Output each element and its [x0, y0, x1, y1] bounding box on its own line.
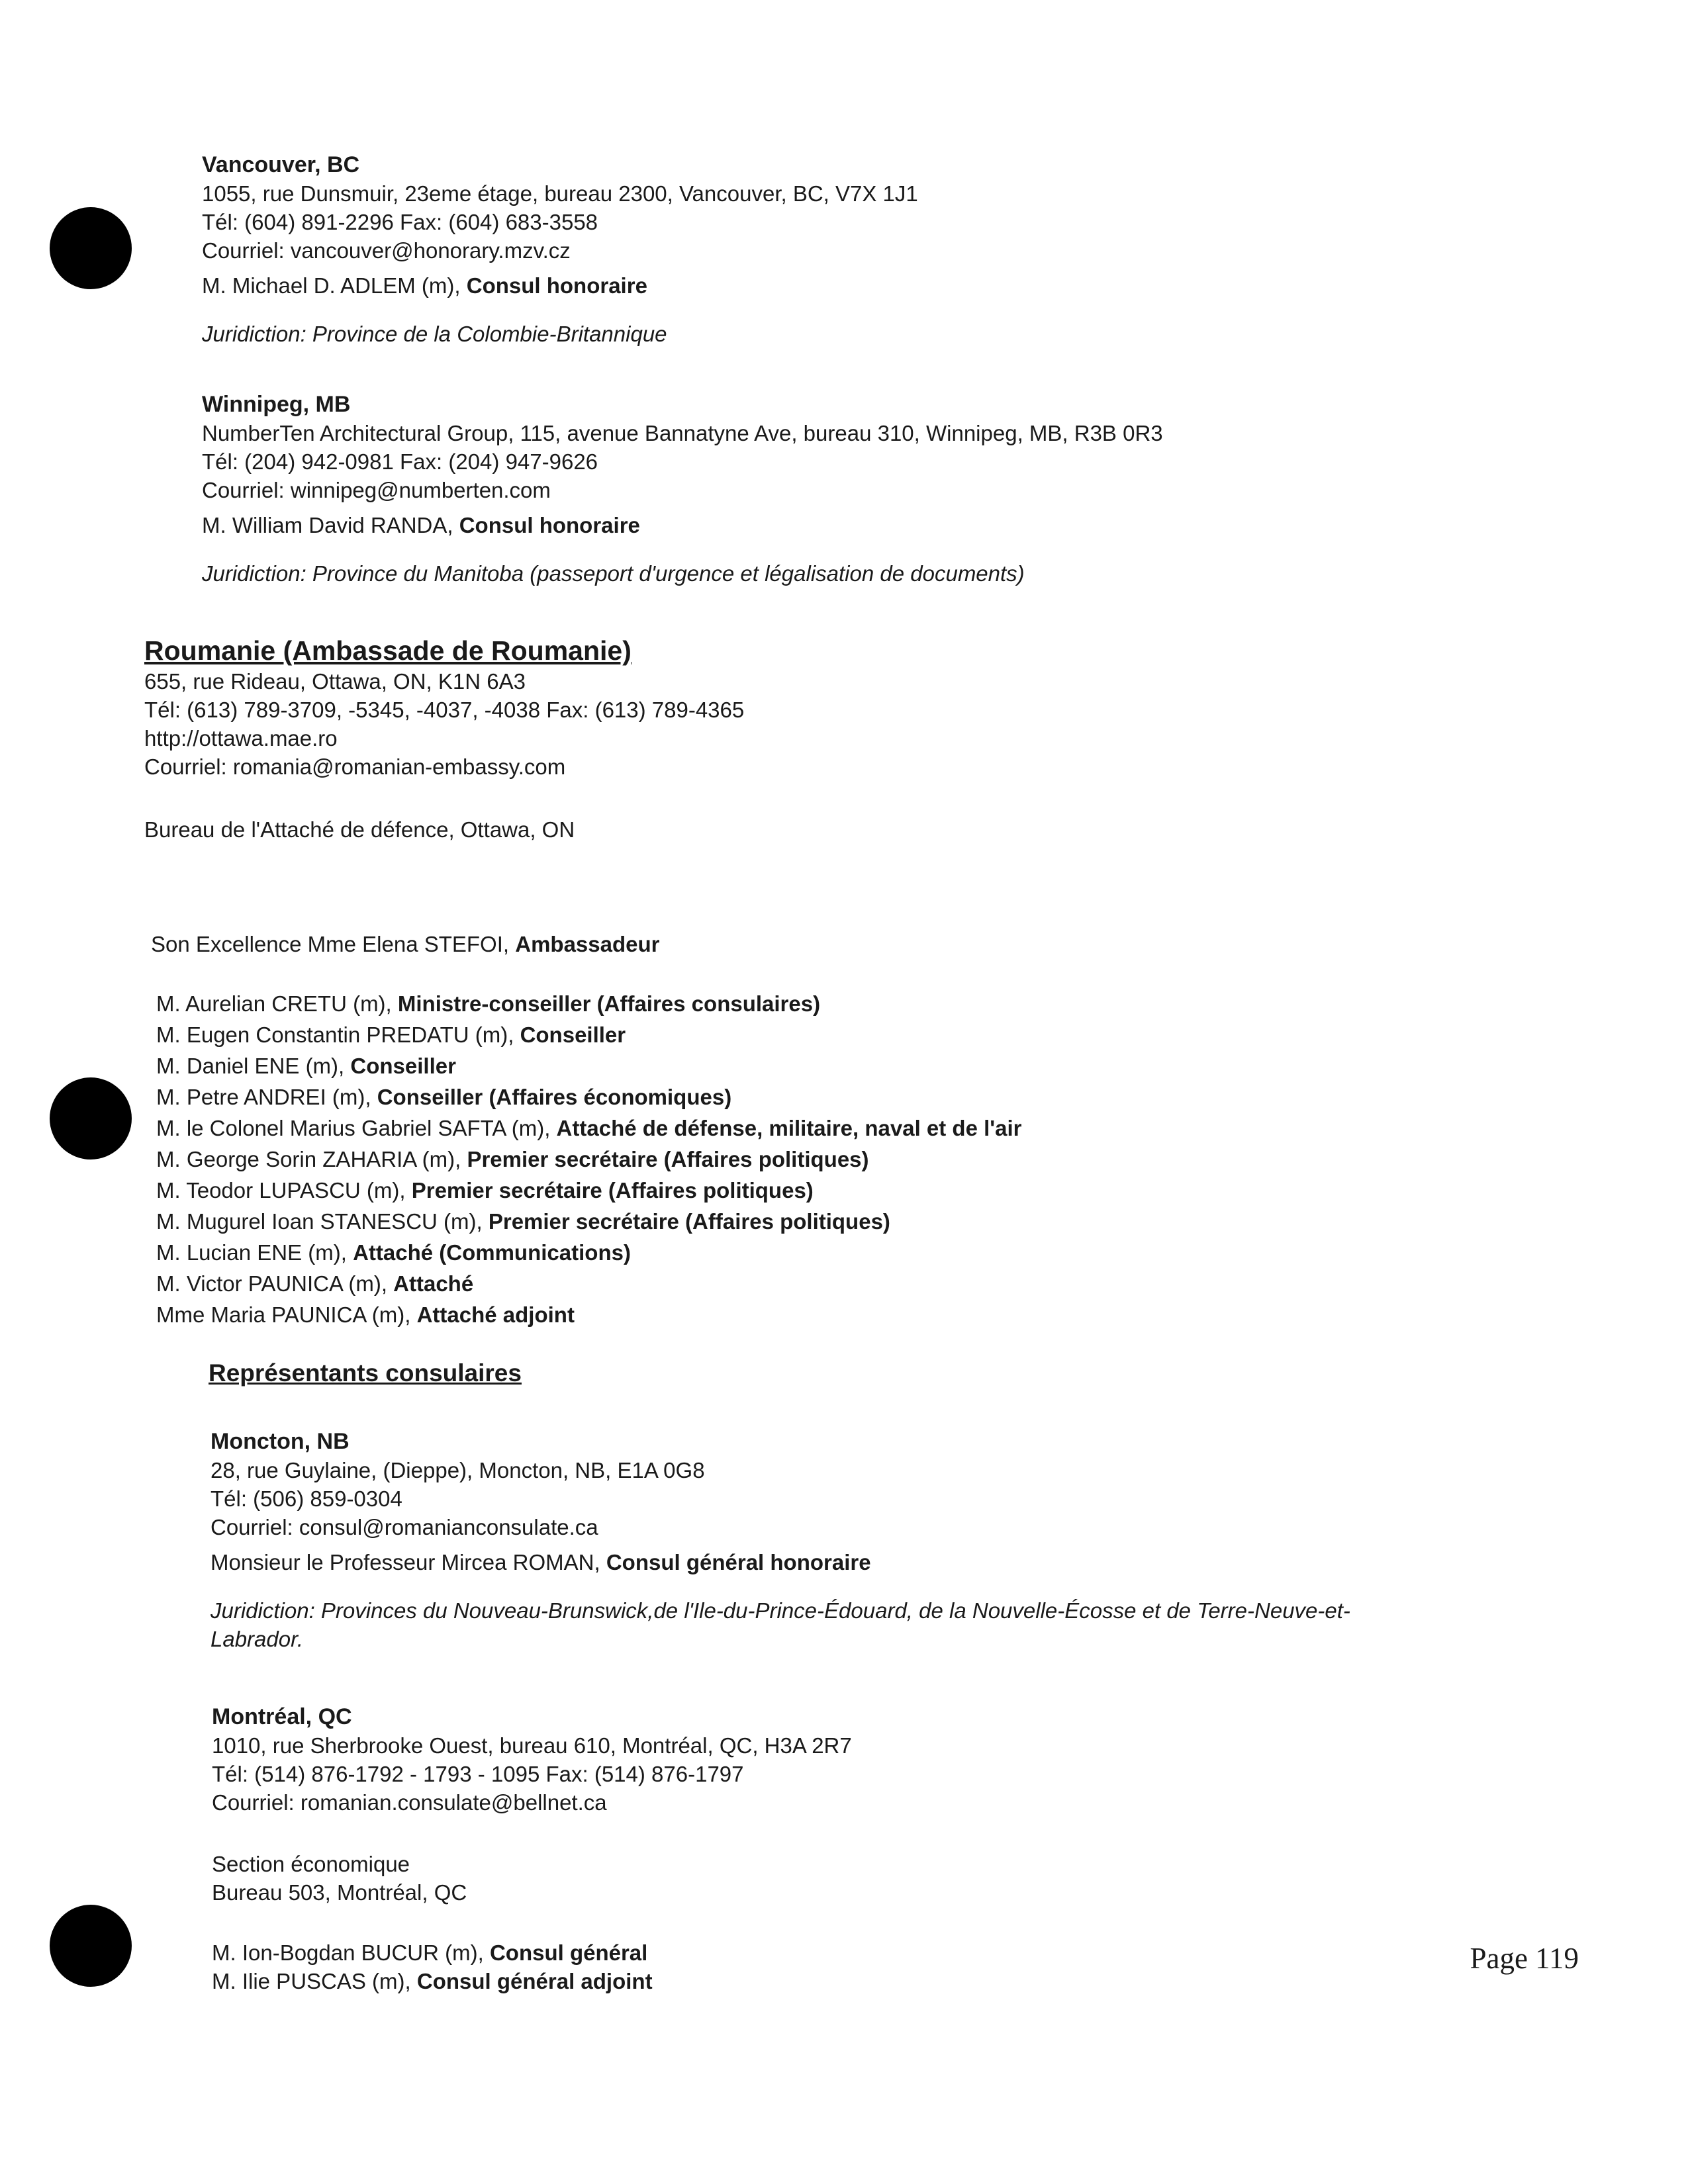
punch-hole-top: [50, 207, 132, 289]
section-office: Bureau 503, Montréal, QC: [212, 1880, 467, 1905]
ambassador-line: [151, 930, 660, 958]
staff-row: M. le Colonel Marius Gabriel SAFTA (m), Attaché de défense, militaire, naval et de l'air: [156, 1116, 1022, 1140]
person-name: Son Excellence Mme Elena STEFOI,: [151, 932, 516, 956]
contact-person: [202, 271, 918, 300]
phone-fax: Tél: (514) 876-1792 - 1793 - 1095 Fax: (514) 876-1797: [212, 1762, 744, 1786]
moncton-entry: [211, 1428, 1350, 1653]
staff-row: M. Victor PAUNICA (m), Attaché: [156, 1271, 474, 1296]
phone-fax: Tél: (204) 942-0981 Fax: (204) 947-9626: [202, 449, 598, 474]
address: NumberTen Architectural Group, 115, avenue Bannatyne Ave, bureau 310, Winnipeg, MB, R3B 0R3: [202, 421, 1163, 445]
consular-section: [209, 1359, 522, 1387]
person-title: Consul honoraire: [466, 273, 647, 298]
address: 1010, rue Sherbrooke Ouest, bureau 610, Montréal, QC, H3A 2R7: [212, 1733, 852, 1758]
phone: Tél: (506) 859-0304: [211, 1486, 402, 1511]
staff-row: M. Aurelian CRETU (m), Ministre-conseiller (Affaires consulaires): [156, 991, 821, 1016]
email: Courriel: romanian.consulate@bellnet.ca: [212, 1790, 607, 1815]
address: 28, rue Guylaine, (Dieppe), Moncton, NB, E1A 0G8: [211, 1458, 705, 1482]
person-title: Consul honoraire: [459, 513, 640, 537]
phone-fax: Tél: (604) 891-2296 Fax: (604) 683-3558: [202, 210, 598, 234]
page-number: Page 119: [1470, 1942, 1579, 1975]
contact-person: [202, 511, 1163, 539]
section-name: Section économique: [212, 1852, 410, 1876]
city-heading: Winnipeg, MB: [202, 392, 351, 417]
montreal-entry: [212, 1703, 852, 1995]
email: Courriel: romania@romanian-embassy.com: [144, 754, 566, 779]
website: http://ottawa.mae.ro: [144, 726, 338, 751]
staff-row: M. George Sorin ZAHARIA (m), Premier secrétaire (Affaires politiques): [156, 1147, 869, 1171]
jurisdiction-line-2: Labrador.: [211, 1627, 304, 1651]
staff-row: M. Ilie PUSCAS (m), Consul général adjoint: [212, 1969, 653, 1993]
person-title: Ambassadeur: [515, 932, 660, 956]
staff-row: M. Eugen Constantin PREDATU (m), Conseiller: [156, 1023, 626, 1047]
punch-hole-bottom: [50, 1905, 132, 1987]
person-title: Consul général honoraire: [606, 1550, 871, 1574]
staff-row: M. Petre ANDREI (m), Conseiller (Affaires économiques): [156, 1085, 732, 1109]
city-heading: Moncton, NB: [211, 1429, 350, 1454]
staff-row: Mme Maria PAUNICA (m), Attaché adjoint: [156, 1302, 575, 1327]
email: Courriel: consul@romanianconsulate.ca: [211, 1515, 598, 1539]
punch-hole-middle: [50, 1077, 132, 1160]
staff-row: M. Daniel ENE (m), Conseiller: [156, 1054, 456, 1078]
contact-person: [211, 1548, 1350, 1576]
phone-fax: Tél: (613) 789-3709, -5345, -4037, -4038 Fax: (613) 789-4365: [144, 698, 745, 722]
defence-office: Bureau de l'Attaché de défence, Ottawa, ON: [144, 817, 575, 842]
vancouver-entry: [202, 151, 918, 348]
staff-row: M. Ion-Bogdan BUCUR (m), Consul général: [212, 1940, 648, 1965]
romania-embassy: [144, 634, 744, 844]
address: 1055, rue Dunsmuir, 23eme étage, bureau 2300, Vancouver, BC, V7X 1J1: [202, 181, 918, 206]
city-heading: Montréal, QC: [212, 1704, 352, 1729]
staff-row: M. Teodor LUPASCU (m), Premier secrétaire (Affaires politiques): [156, 1178, 814, 1203]
embassy-staff-list: [156, 988, 1022, 1330]
email: Courriel: vancouver@honorary.mzv.cz: [202, 238, 571, 263]
person-name: M. Michael D. ADLEM (m),: [202, 273, 467, 298]
winnipeg-entry: [202, 390, 1163, 588]
jurisdiction: Juridiction: Province de la Colombie-Britannique: [202, 322, 667, 346]
address: 655, rue Rideau, Ottawa, ON, K1N 6A3: [144, 669, 526, 694]
section-heading: Représentants consulaires: [209, 1359, 522, 1387]
city-heading: Vancouver, BC: [202, 152, 360, 177]
staff-row: M. Mugurel Ioan STANESCU (m), Premier secrétaire (Affaires politiques): [156, 1209, 890, 1234]
person-name: Monsieur le Professeur Mircea ROMAN,: [211, 1550, 606, 1574]
country-heading: Roumanie (Ambassade de Roumanie): [144, 635, 632, 666]
email: Courriel: winnipeg@numberten.com: [202, 478, 551, 502]
jurisdiction: Juridiction: Province du Manitoba (passeport d'urgence et légalisation de documents): [202, 561, 1025, 586]
person-name: M. William David RANDA,: [202, 513, 459, 537]
staff-row: M. Lucian ENE (m), Attaché (Communications): [156, 1240, 631, 1265]
jurisdiction-line-1: Juridiction: Provinces du Nouveau-Brunswick,de l'Ile-du-Prince-Édouard, de la Nouvelle-Écosse et de Terre-Neuve-et-: [211, 1598, 1350, 1623]
